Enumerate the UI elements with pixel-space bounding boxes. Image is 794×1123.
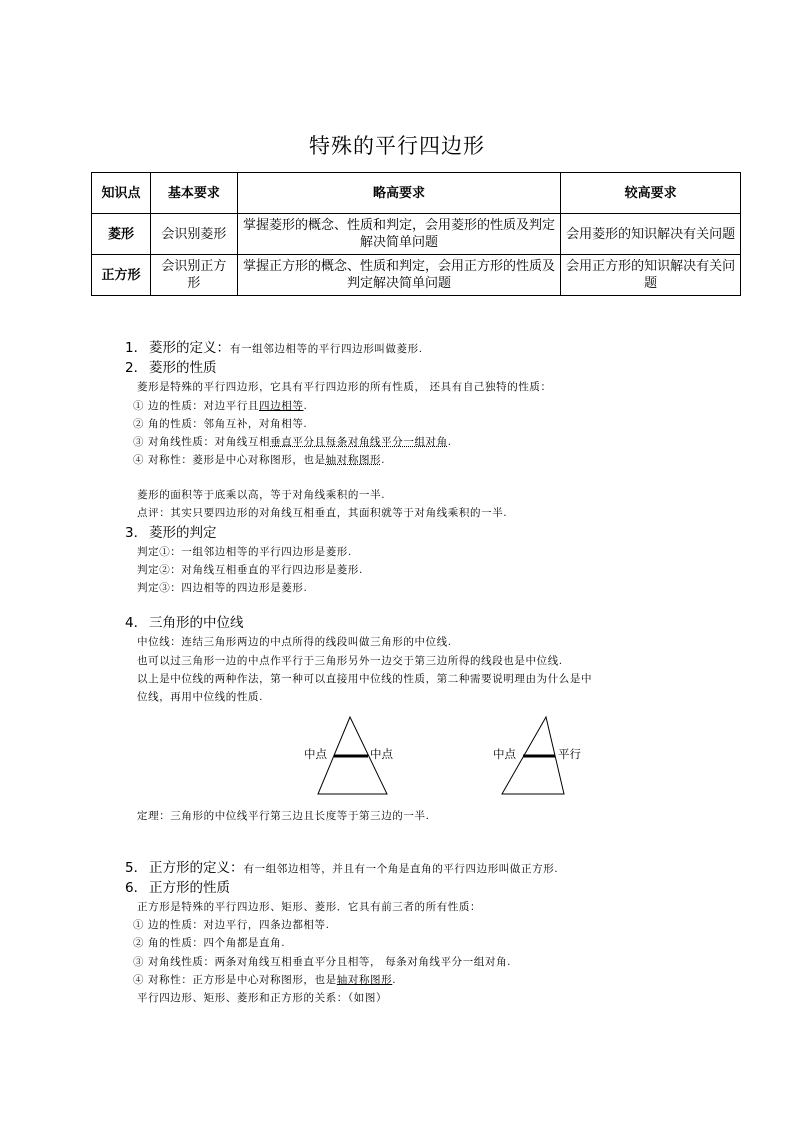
text-line: 也可以过三角形一边的中点作平行于三角形另外一边交于第三边所得的线段也是中位线. [137, 655, 563, 667]
table-row [92, 214, 741, 255]
table-cell: 会用正方形的知识解决有关问题 [561, 255, 741, 296]
requirements-table [91, 172, 741, 296]
section-3-heading: 3． 菱形的判定 [125, 525, 217, 541]
section-1-heading: 1． 菱形的定义：有一组邻边相等的平行四边形叫做菱形. [125, 340, 423, 356]
text-line: 判定③：四边相等的四边形是菱形. [137, 582, 308, 594]
midpoint-label: 中点 [370, 747, 393, 761]
table-header-row [92, 173, 741, 214]
table-cell: 会识别正方形 [150, 255, 237, 296]
section-6-heading: 6． 正方形的性质 [125, 880, 230, 896]
text-line: 定理：三角形的中位线平行第三边且长度等于第三边的一半. [137, 810, 430, 822]
midline-diagrams [0, 700, 794, 810]
table-header-cell: 较高要求 [561, 173, 741, 214]
text-line: 正方形是特殊的平行四边形、矩形、菱形．它具有前三者的所有性质： [137, 901, 482, 913]
table-cell: 会用菱形的知识解决有关问题 [561, 214, 741, 255]
text-line: 判定②：对角线互相垂直的平行四边形是菱形. [137, 564, 363, 576]
text-line: 中位线：连结三角形两边的中点所得的线段叫做三角形的中位线. [137, 636, 452, 648]
text-line: 以上是中位线的两种作法，第一种可以直接用中位线的性质，第二种需要说明理由为什么是中 [137, 673, 593, 685]
property-item: ② 角的性质：邻角互补，对角相等. [133, 418, 308, 430]
property-item: ① 边的性质：对边平行，四条边都相等. [133, 919, 330, 931]
section-5-heading: 5． 正方形的定义：有一组邻边相等，并且有一个角是直角的平行四边形叫做正方形. [125, 860, 559, 876]
triangle-figure-parallel [493, 717, 581, 794]
table-cell: 掌握正方形的概念、性质和判定，会用正方形的性质及判定解决简单问题 [237, 255, 560, 296]
table-header-cell: 知识点 [92, 173, 151, 214]
section-4-heading: 4． 三角形的中位线 [125, 615, 244, 631]
midpoint-label: 中点 [493, 747, 516, 761]
text-line: 平行四边形、矩形、菱形和正方形的关系：（如图） [137, 992, 388, 1004]
table-row [92, 255, 741, 296]
text-line: 点评：其实只要四边形的对角线互相垂直，其面积就等于对角线乘积的一半. [137, 507, 508, 519]
text-line: 菱形是特殊的平行四边形，它具有平行四边形的所有性质， 还具有自己独特的性质： [137, 381, 552, 393]
table-cell: 会识别菱形 [150, 214, 237, 255]
parallel-label: 平行 [558, 747, 581, 761]
text-line: 判定①：一组邻边相等的平行四边形是菱形. [137, 546, 352, 558]
property-item: ④ 对称性：正方形是中心对称图形，也是轴对称图形. [133, 974, 397, 986]
midpoint-label: 中点 [304, 747, 327, 761]
table-cell: 掌握菱形的概念、性质和判定，会用菱形的性质及判定解决简单问题 [237, 214, 560, 255]
property-item: ② 角的性质：四个角都是直角. [133, 937, 286, 949]
table-cell: 正方形 [92, 255, 151, 296]
property-item: ③ 对角线性质：对角线互相垂直平分且每条对角线平分一组对角. [133, 436, 452, 448]
text-line: 菱形的面积等于底乘以高，等于对角线乘积的一半. [137, 489, 386, 501]
property-item: ④ 对称性：菱形是中心对称图形，也是轴对称图形. [133, 454, 386, 466]
section-2-heading: 2． 菱形的性质 [125, 360, 217, 376]
property-item: ③ 对角线性质：两条对角线互相垂直平分且相等， 每条对角线平分一组对角. [133, 956, 512, 968]
table-header-cell: 略高要求 [237, 173, 560, 214]
table-header-cell: 基本要求 [150, 173, 237, 214]
text-line: 位线，再用中位线的性质. [137, 691, 264, 703]
page-title: 特殊的平行四边形 [309, 134, 485, 158]
table-cell: 菱形 [92, 214, 151, 255]
property-item: ① 边的性质：对边平行且四边相等. [133, 400, 308, 412]
triangle-figure-midpoints [304, 717, 393, 794]
